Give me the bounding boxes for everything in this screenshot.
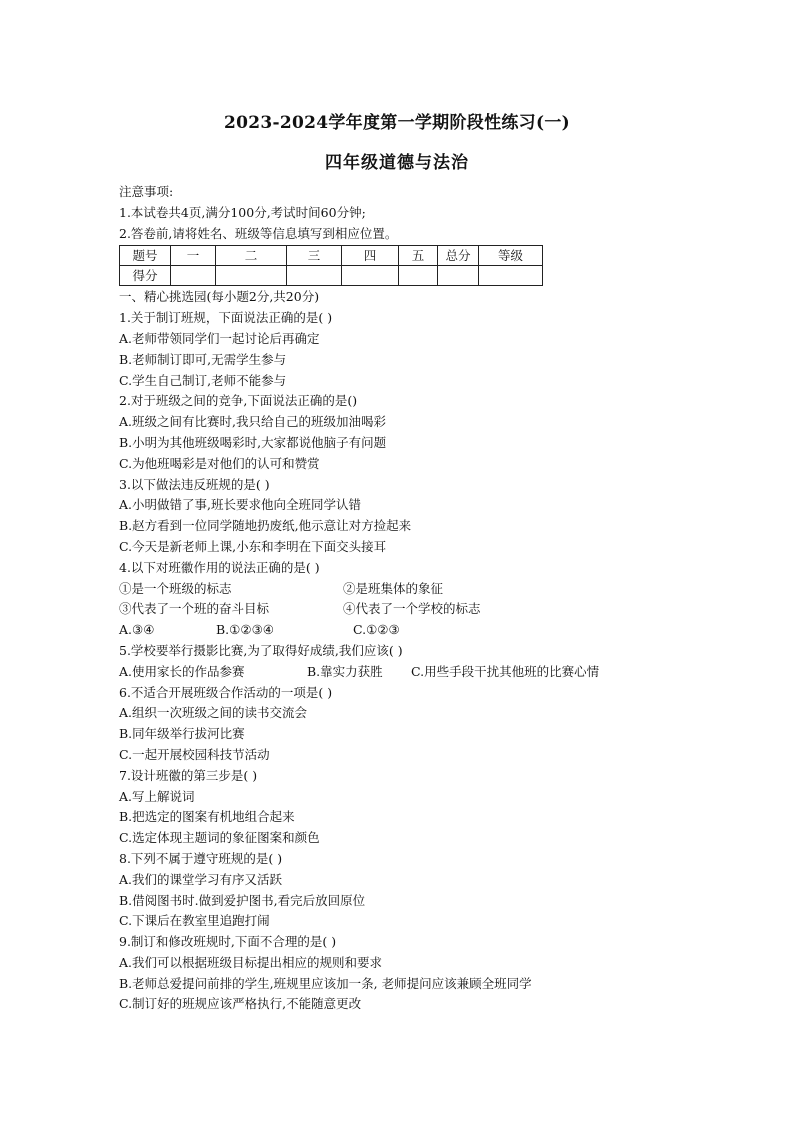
q5-choices-row [119, 662, 719, 683]
score-table-header: 三 [287, 246, 342, 266]
score-table-header: 五 [399, 246, 438, 266]
question-stem: 1.关于制订班规，下面说法正确的是( ) [119, 310, 333, 326]
section-heading: 一、精心挑选园(每小题2分,共20分) [119, 289, 320, 305]
score-cell[interactable] [287, 266, 342, 286]
score-table-header: 等级 [479, 246, 543, 266]
q4-choice: A.③④ [119, 622, 155, 638]
notice-line-1: 1.本试卷共4页,满分100分,考试时间60分钟; [119, 204, 366, 220]
question-stem: 4.以下对班徽作用的说法正确的是( ) [119, 559, 320, 575]
q4-item: ①是一个班级的标志 [119, 580, 232, 596]
question-stem: 2.对于班级之间的竞争,下面说法正确的是() [119, 393, 358, 409]
question-option: B.借阅图书时.做到爱护图书,看完后放回原位 [119, 892, 366, 908]
score-cell[interactable] [479, 266, 543, 286]
notice-heading: 注意事项: [119, 184, 174, 199]
question-option: B.把选定的图案有机地组合起来 [119, 809, 295, 825]
question-stem: 9.制订和修改班规时,下面不合理的是( ) [119, 934, 337, 950]
question-option: A.老师带领同学们一起讨论后再确定 [119, 330, 320, 346]
score-table-wrap [119, 245, 719, 286]
notice-line-2: 2.答卷前,请将姓名、班级等信息填写到相应位置。 [119, 225, 398, 241]
q5-choice: A.使用家长的作品参赛 [119, 663, 245, 679]
question-option: C.学生自己制订,老师不能参与 [119, 372, 287, 388]
q4-item: ③代表了一个班的奋斗目标 [119, 601, 270, 617]
score-table-header: 二 [216, 246, 287, 266]
question-option: B.老师制订即可,无需学生参与 [119, 351, 287, 367]
exam-content [119, 182, 719, 1015]
score-cell[interactable] [171, 266, 216, 286]
question-option: A.我们可以根据班级目标提出相应的规则和要求 [119, 954, 383, 970]
score-table [119, 245, 543, 286]
score-row-label: 得分 [120, 266, 171, 286]
question-option: C.选定体现主题词的象征图案和颜色 [119, 830, 320, 846]
question-option: C.制订好的班规应该严格执行,不能随意更改 [119, 996, 362, 1012]
q4-choices-row [119, 620, 719, 641]
score-cell[interactable] [342, 266, 399, 286]
score-table-header: 题号 [120, 246, 171, 266]
question-option: A.组织一次班级之间的读书交流会 [119, 705, 308, 721]
question-option: B.赵方看到一位同学随地扔废纸,他示意让对方捡起来 [119, 518, 412, 534]
score-cell[interactable] [216, 266, 287, 286]
score-table-header: 总分 [438, 246, 479, 266]
q4-items-row-1 [119, 579, 719, 600]
question-stem: 8.下列不属于遵守班规的是( ) [119, 850, 283, 866]
score-table-score-row [120, 266, 543, 286]
question-option: B.同年级举行拔河比赛 [119, 726, 245, 742]
q4-item: ②是班集体的象征 [343, 580, 444, 596]
question-option: A.写上解说词 [119, 788, 195, 804]
question-stem: 3.以下做法违反班规的是( ) [119, 476, 270, 492]
question-stem: 5.学校要举行摄影比赛,为了取得好成绩,我们应该( ) [119, 642, 403, 658]
question-option: A.我们的课堂学习有序又活跃 [119, 871, 283, 887]
question-option: B.小明为其他班级喝彩时,大家都说他脑子有问题 [119, 434, 387, 450]
score-table-header-row [120, 246, 543, 266]
exam-title: 2023-2024学年度第一学期阶段性练习(一) [224, 113, 570, 133]
q4-choice: B.①②③④ [216, 622, 274, 638]
score-cell[interactable] [438, 266, 479, 286]
question-option: A.班级之间有比赛时,我只给自己的班级加油喝彩 [119, 414, 386, 430]
question-option: C.今天是新老师上课,小东和李明在下面交头接耳 [119, 538, 387, 554]
question-option: B.老师总爱提问前排的学生,班规里应该加一条, 老师提问应该兼顾全班同学 [119, 975, 532, 991]
score-table-header: 一 [171, 246, 216, 266]
q4-choice: C.①②③ [353, 622, 400, 638]
question-option: C.为他班喝彩是对他们的认可和赞赏 [119, 455, 320, 471]
question-option: A.小明做错了事,班长要求他向全班同学认错 [119, 497, 361, 513]
question-option: C.一起开展校园科技节活动 [119, 746, 270, 762]
score-table-header: 四 [342, 246, 399, 266]
question-stem: 6.不适合开展班级合作活动的一项是( ) [119, 684, 333, 700]
q4-items-row-2 [119, 599, 719, 620]
q5-choice: C.用些手段干扰其他班的比赛心情 [411, 663, 600, 679]
question-stem: 7.设计班徽的第三步是( ) [119, 767, 258, 783]
question-option: C.下课后在教室里追跑打闹 [119, 913, 270, 929]
q4-item: ④代表了一个学校的标志 [343, 601, 481, 617]
score-cell[interactable] [399, 266, 438, 286]
exam-subtitle: 四年级道德与法治 [325, 153, 469, 173]
q5-choice: B.靠实力获胜 [307, 663, 383, 679]
